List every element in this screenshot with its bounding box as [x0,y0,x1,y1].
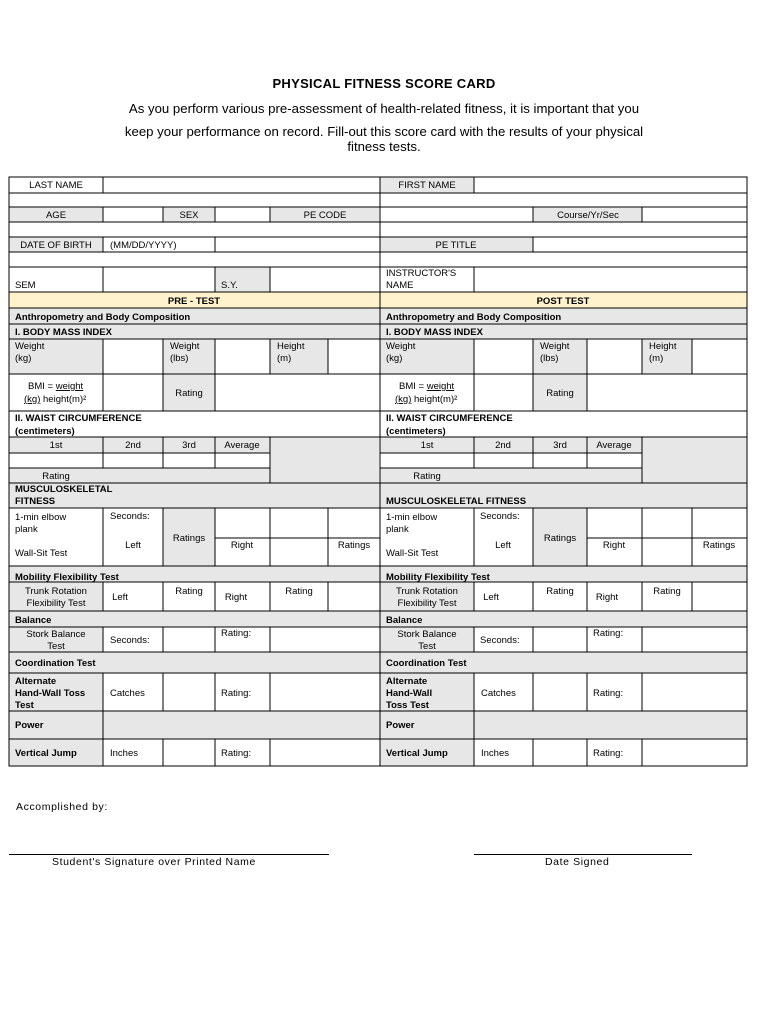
trial-3rd: 3rd [553,440,567,451]
weight-label: Weight [15,341,45,352]
rating-label: Rating: [593,688,624,699]
catches-label: Catches [481,688,516,699]
rating-label: Rating [413,471,441,482]
trunk-rotation-label: Trunk Rotation [25,586,87,597]
rating-label: Rating: [593,628,624,639]
anthropometry-heading: Anthropometry and Body Composition [386,312,562,323]
student-signature-label: Student's Signature over Printed Name [52,856,256,868]
rating-label: Rating [42,471,70,482]
stork-label: Stork Balance [397,629,457,640]
bmi-formula: (kg) height(m)² [24,394,87,405]
bmi-heading: I. BODY MASS INDEX [386,327,483,338]
kg-label: (kg) [386,353,403,364]
signature-line [9,854,329,855]
sy-label: S.Y. [221,280,238,291]
wall-sit-label: Wall-Sit Test [15,548,68,559]
alt-hand-wall-label: Test [15,700,34,711]
bmi-formula: (kg) height(m)² [395,394,458,405]
rating-label: Rating: [221,628,252,639]
dob-format: (MM/DD/YYYY) [110,240,177,251]
balance-heading: Balance [386,615,423,626]
ratings-label: Ratings [543,533,577,544]
sem-label: SEM [15,280,36,291]
bmi-formula: BMI = weight [399,381,455,392]
seconds-label: Seconds: [480,511,520,522]
left-label: Left [112,592,128,603]
m-label: (m) [277,353,292,364]
trial-2nd: 2nd [495,440,511,451]
alt-hand-wall-label: Toss Test [386,700,429,711]
alt-hand-wall-label: Alternate [386,676,428,687]
plank-label: 1-min elbow [15,512,67,523]
left-label: Left [483,592,499,603]
right-label: Right [595,592,619,603]
trial-average: Average [596,440,632,451]
lbs-label: (lbs) [540,353,559,364]
power-heading: Power [15,720,44,731]
trial-1st: 1st [49,440,63,451]
mobility-heading: Mobility Flexibility Test [386,572,490,583]
post-test-header: POST TEST [536,296,590,307]
m-label: (m) [649,353,664,364]
date-line [474,854,692,855]
bmi-formula: BMI = weight [28,381,84,392]
trial-2nd: 2nd [125,440,141,451]
rating-label: Rating [546,388,574,399]
trial-1st: 1st [420,440,434,451]
right-label: Right [230,540,254,551]
alt-hand-wall-label: Hand-Wall [386,688,433,699]
date-signed-label: Date Signed [545,856,610,868]
vertical-jump-label: Vertical Jump [15,748,77,759]
rating-label: Rating [653,586,681,597]
wall-sit-label: Wall-Sit Test [386,548,439,559]
coordination-heading: Coordination Test [386,658,467,669]
catches-label: Catches [110,688,145,699]
rating-label: Rating [546,586,574,597]
rating-label: Rating [175,586,203,597]
waist-unit: (centimeters) [386,426,446,437]
weight-label: Weight [170,341,200,352]
first-name-label: FIRST NAME [398,180,456,191]
bmi-heading: I. BODY MASS INDEX [15,327,112,338]
instructor-label: NAME [386,280,414,291]
lbs-label: (lbs) [170,353,189,364]
dob-label: DATE OF BIRTH [20,240,92,251]
rating-label: Rating: [221,748,252,759]
trial-average: Average [224,440,260,451]
trunk-rotation-label: Trunk Rotation [396,586,458,597]
cell-shading [9,177,747,766]
trial-3rd: 3rd [182,440,196,451]
weight-label: Weight [386,341,416,352]
left-label: Left [125,540,141,551]
coordination-heading: Coordination Test [15,658,96,669]
right-label: Right [602,540,626,551]
plank-label: plank [386,524,409,535]
trunk-rotation-label: Flexibility Test [26,598,86,609]
height-label: Height [649,341,677,352]
kg-label: (kg) [15,353,32,364]
rating-label: Rating [285,586,313,597]
stork-label: Test [47,641,65,652]
balance-heading: Balance [15,615,52,626]
weight-label: Weight [540,341,570,352]
right-label: Right [224,592,248,603]
pe-title-label: PE TITLE [435,240,477,251]
age-label: AGE [45,210,67,221]
waist-heading: II. WAIST CIRCUMFERENCE [15,413,142,424]
intro-line: As you perform various pre-assessment of health-related fitness, it is important that you [128,101,640,116]
rating-label: Rating: [593,748,624,759]
musculoskeletal-heading: MUSCULOSKELETAL FITNESS [386,496,527,507]
rating-label: Rating [175,388,203,399]
seconds-label: Seconds: [480,635,520,646]
plank-label: plank [15,524,38,535]
page-title: PHYSICAL FITNESS SCORE CARD [272,76,496,91]
intro-line: fitness tests. [347,139,421,154]
trunk-rotation-label: Flexibility Test [397,598,457,609]
intro-line: keep your performance on record. Fill-out this score card with the results of your physical [124,124,644,139]
power-heading: Power [386,720,415,731]
ratings-label: Ratings [337,540,371,551]
plank-label: 1-min elbow [386,512,438,523]
course-label: Course/Yr/Sec [557,210,619,221]
waist-unit: (centimeters) [15,426,75,437]
accomplished-by-label: Accomplished by: [16,801,108,813]
pe-code-label: PE CODE [303,210,347,221]
height-label: Height [277,341,305,352]
left-label: Left [495,540,511,551]
rating-label: Rating: [221,688,252,699]
sex-label: SEX [179,210,199,221]
seconds-label: Seconds: [110,511,150,522]
student-info [15,180,619,291]
vertical-jump-label: Vertical Jump [386,748,448,759]
alt-hand-wall-label: Hand-Wall Toss [15,688,86,699]
musculoskeletal-heading: MUSCULOSKELETAL [15,484,113,495]
last-name-label: LAST NAME [29,180,83,191]
pre-test-header: PRE - TEST [167,296,221,307]
ratings-label: Ratings [702,540,736,551]
waist-heading: II. WAIST CIRCUMFERENCE [386,413,513,424]
alt-hand-wall-label: Alternate [15,676,57,687]
mobility-heading: Mobility Flexibility Test [15,572,119,583]
stork-label: Stork Balance [26,629,86,640]
instructor-label: INSTRUCTOR'S [386,268,457,279]
stork-label: Test [418,641,436,652]
musculoskeletal-heading: FITNESS [15,496,56,507]
inches-label: Inches [481,748,509,759]
ratings-label: Ratings [172,533,206,544]
anthropometry-heading: Anthropometry and Body Composition [15,312,191,323]
inches-label: Inches [110,748,138,759]
seconds-label: Seconds: [110,635,150,646]
